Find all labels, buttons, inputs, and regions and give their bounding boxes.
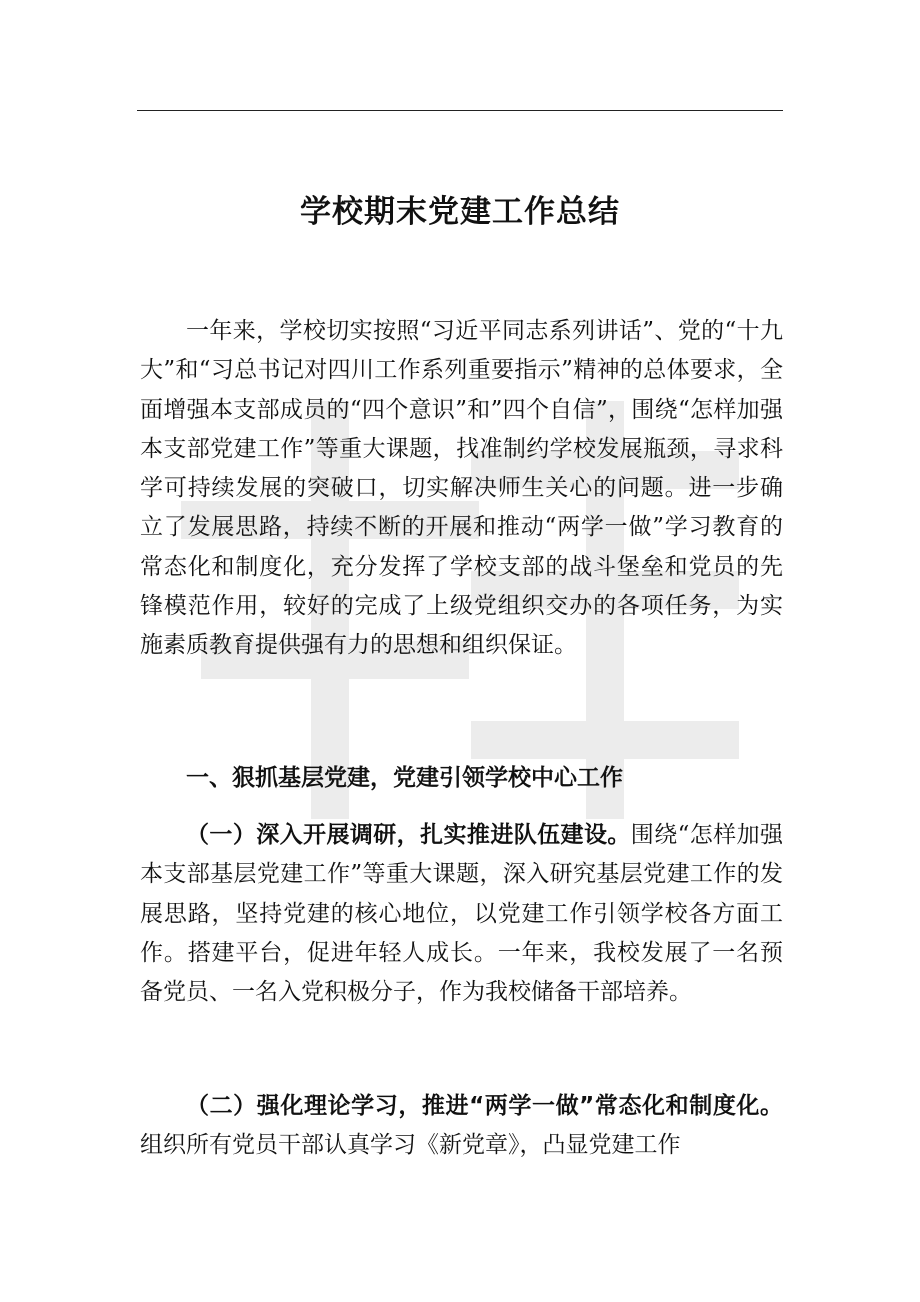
item-lead-2: （二）强化理论学习，推进“两学一做”常态化和制度化。 [186, 1093, 783, 1119]
item-lead-1: （一）深入开展调研，扎实推进队伍建设。 [186, 822, 631, 848]
item-paragraph-1 [140, 816, 783, 1012]
item-text-2: 组织所有党员干部认真学习《新党章》，凸显党建工作 [140, 1132, 681, 1159]
section-heading: 一、狠抓基层党建，党建引领学校中心工作 [186, 765, 623, 791]
header-rule [137, 110, 783, 111]
intro-paragraph: 一年来，学校切实按照“习近平同志系列讲话”、党的“十九大”和“习总书记对四川工作系列重要指示”精神的总体要求，全面增强本支部成员的“四个意识”和”四个自信”，围绕“怎样加强本支部党建工作”等重大课题，找准制约学校发展瓶颈，寻求科学可持续发展的突破口，切实解决师生关心的问题。进一步确立了发展思路，持续不断的开展和推动“两学一做”学习教育的常态化和制度化，充分发挥了学校支部的战斗堡垒和党员的先锋模范作用，较好的完成了上级党组织交办的各项任务，为实施素质教育提供强有力的思想和组织保证。 [140, 318, 783, 659]
item-text-1: 围绕“怎样加强本支部基层党建工作”等重大课题，深入研究基层党建工作的发展思路，坚持党建的核心地位，以党建工作引领学校各方面工作。搭建平台，促进年轻人成长。一年来，我校发展了一名预备党员、一名入党积极分子，作为我校储备干部培养。 [140, 822, 783, 1006]
document-title: 学校期末党建工作总结 [300, 194, 620, 230]
item-paragraph-2 [140, 1087, 783, 1166]
